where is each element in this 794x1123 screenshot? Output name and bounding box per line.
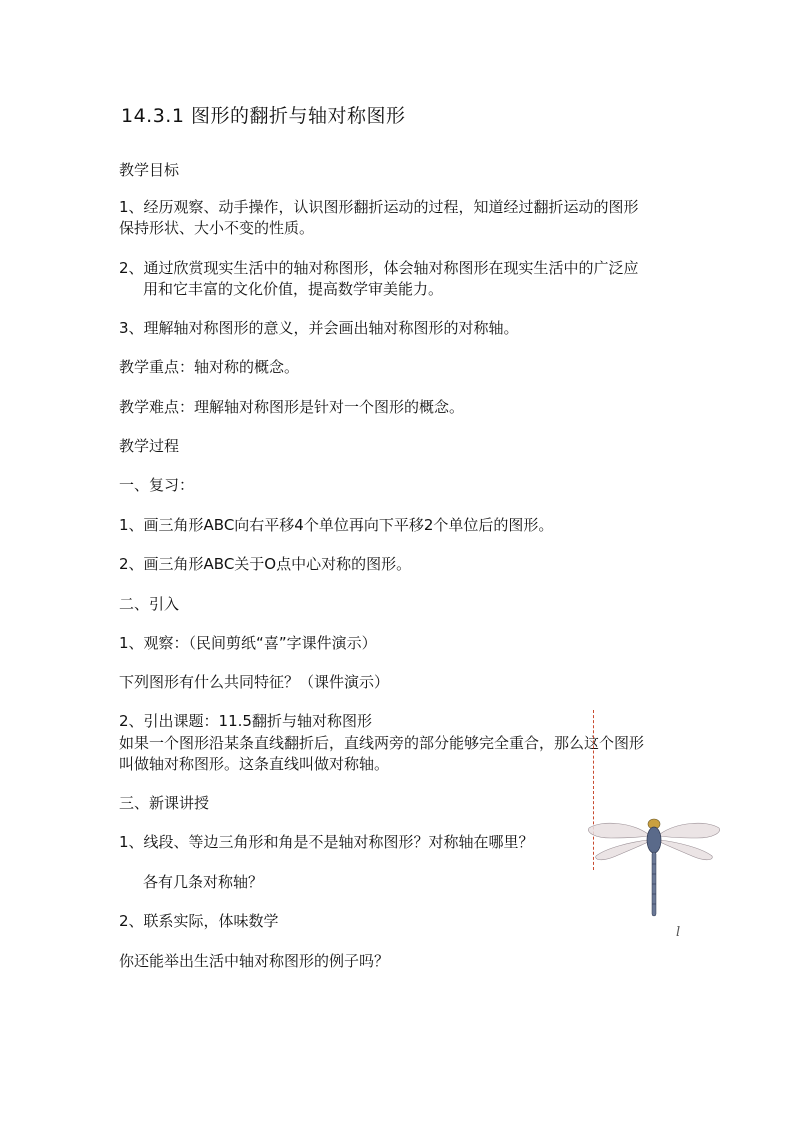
process-heading: 教学过程 (119, 437, 180, 455)
doc-title: 14.3.1 图形的翻折与轴对称图形 (121, 105, 406, 127)
section-1-item-1: 1、画三角形ABC向右平移4个单位再向下平移2个单位后的图形。 (119, 516, 554, 534)
section-3-item-2: 2、联系实际，体味数学 (119, 912, 279, 930)
section-3-heading: 三、新课讲授 (119, 794, 210, 812)
section-2-item-2: 2、引出课题：11.5翻折与轴对称图形 (119, 712, 372, 730)
section-2-item-1: 1、观察：（民间剪纸“喜”字课件演示） (119, 634, 377, 652)
symmetry-axis-label: l (676, 925, 681, 940)
section-3-question: 你还能举出生活中轴对称图形的例子吗？ (119, 952, 390, 970)
objective-1-line-2: 保持形状、大小不变的性质。 (119, 219, 315, 237)
objective-1-line-1: 1、经历观察、动手操作，认识图形翻折运动的过程，知道经过翻折运动的图形 (119, 198, 639, 216)
objective-2-line-1: 2、通过欣赏现实生活中的轴对称图形，体会轴对称图形在现实生活中的广泛应 (119, 259, 639, 277)
key-point: 教学重点：轴对称的概念。 (119, 358, 300, 376)
section-2-heading: 二、引入 (119, 595, 180, 613)
section-3-item-1: 1、线段、等边三角形和角是不是轴对称图形？对称轴在哪里？ (119, 833, 534, 851)
objectives-heading: 教学目标 (119, 161, 180, 179)
section-1-item-2: 2、画三角形ABC关于O点中心对称的图形。 (119, 555, 412, 573)
dragonfly-image (586, 812, 722, 922)
objective-3: 3、理解轴对称图形的意义，并会画出轴对称图形的对称轴。 (119, 319, 519, 337)
definition-line-1: 如果一个图形沿某条直线翻折后，直线两旁的部分能够完全重合，那么这个图形 (119, 734, 645, 752)
objective-2-line-2: 用和它丰富的文化价值，提高数学审美能力。 (143, 280, 444, 298)
section-3-item-1-sub: 各有几条对称轴？ (143, 873, 264, 891)
dragonfly-right-wings-icon (660, 823, 720, 860)
definition-line-2: 叫做轴对称图形。这条直线叫做对称轴。 (119, 755, 390, 773)
section-1-heading: 一、复习： (119, 476, 195, 494)
dragonfly-body-icon (647, 819, 661, 916)
dragonfly-left-wings-icon (588, 823, 648, 860)
difficulty: 教学难点：理解轴对称图形是针对一个图形的概念。 (119, 398, 465, 416)
section-2-question: 下列图形有什么共同特征？（课件演示） (119, 673, 390, 691)
